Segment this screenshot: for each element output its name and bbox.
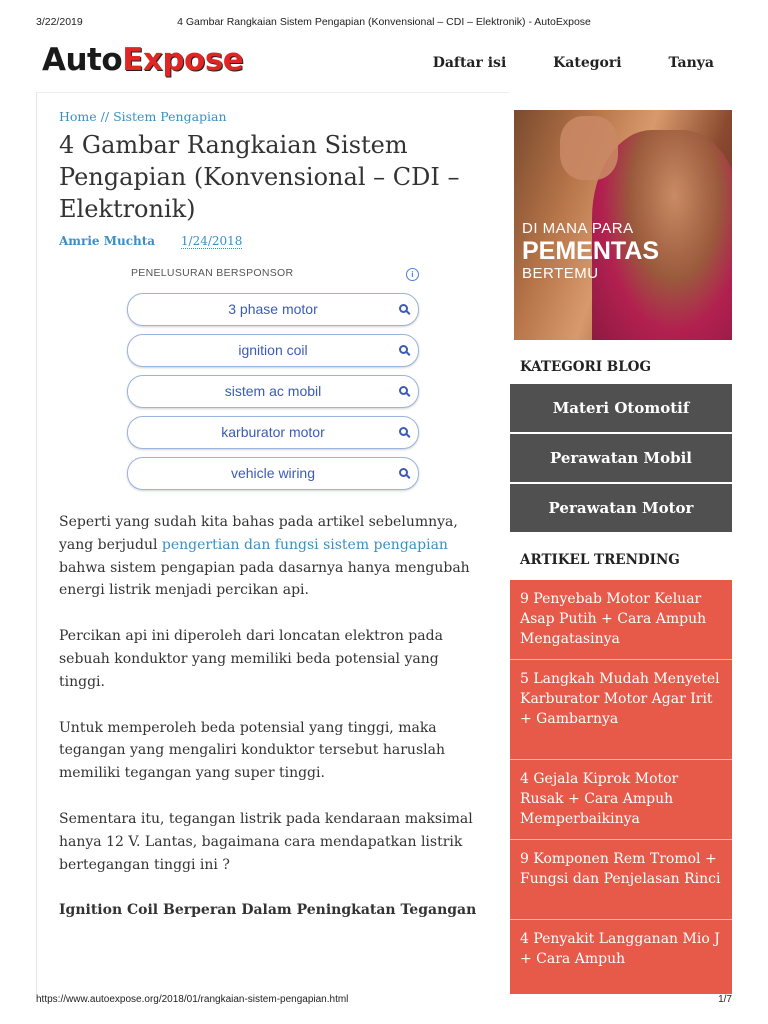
print-title: 4 Gambar Rangkaian Sistem Pengapian (Konvensional – CDI – Elektronik) - AutoExpose (177, 16, 591, 28)
trending-item[interactable]: 9 Penyebab Motor Keluar Asap Putih + Cara Ampuh Mengatasinya (510, 580, 732, 660)
print-footer (0, 994, 768, 1008)
sponsored-link[interactable]: karburator motor (127, 416, 419, 449)
nav-daftar-isi[interactable]: Daftar isi (432, 55, 507, 71)
paragraph: Percikan api ini diperoleh dari loncatan elektron pada sebuah konduktor yang memiliki beda potensial yang tinggi. (59, 628, 443, 690)
site-logo[interactable]: AutoExpose (42, 42, 244, 78)
breadcrumb: Home // Sistem Pengapian (59, 109, 227, 124)
search-icon (399, 468, 408, 477)
ad-banner[interactable]: DI MANA PARA PEMENTAS BERTEMU (514, 110, 732, 340)
paragraph: Untuk memperoleh beda potensial yang tinggi, maka tegangan yang mengaliri konduktor tersebut haruslah memiliki tegangan yang super tinggi. (59, 719, 445, 782)
trending-item[interactable]: 5 Langkah Mudah Menyetel Karburator Motor Agar Irit + Gambarnya (510, 660, 732, 760)
category-perawatan-mobil[interactable]: Perawatan Mobil (510, 434, 732, 482)
section-heading: Ignition Coil Berperan Dalam Peningkatan Tegangan (59, 902, 477, 919)
sponsored-heading: PENELUSURAN BERSPONSOR i (127, 267, 419, 285)
breadcrumb-category[interactable]: Sistem Pengapian (113, 109, 227, 124)
print-date: 3/22/2019 (36, 16, 83, 28)
sponsored-link[interactable]: 3 phase motor (127, 293, 419, 326)
nav-kategori[interactable]: Kategori (553, 55, 622, 71)
search-icon (399, 304, 408, 313)
main-nav (391, 55, 714, 71)
print-url: https://www.autoexpose.org/2018/01/rangkaian-sistem-pengapian.html (36, 994, 349, 1005)
trending-item[interactable]: 9 Komponen Rem Tromol + Fungsi dan Penjelasan Rinci (510, 840, 732, 920)
sponsored-link[interactable]: sistem ac mobil (127, 375, 419, 408)
sponsored-link[interactable]: vehicle wiring (127, 457, 419, 490)
paragraph: Sementara itu, tegangan listrik pada kendaraan maksimal hanya 12 V. Lantas, bagaimana cara mendapatkan listrik bertegangan tinggi ini ? (59, 810, 473, 873)
page-number: 1/7 (718, 994, 732, 1005)
paragraph: Seperti yang sudah kita bahas pada artikel sebelumnya, yang berjudul pengertian dan fungsi sistem pengapian bahwa sistem pengapian pada dasarnya hanya mengubah energi listrik menjadi percikan api. (59, 514, 470, 599)
sponsored-search (127, 267, 419, 490)
info-icon[interactable]: i (406, 268, 419, 281)
search-icon (399, 386, 408, 395)
sidebar (510, 92, 732, 994)
category-materi-otomotif[interactable]: Materi Otomotif (510, 384, 732, 432)
sponsored-link[interactable]: ignition coil (127, 334, 419, 367)
article-meta (59, 234, 242, 248)
search-icon (399, 427, 408, 436)
article-body (59, 511, 489, 922)
page-title: 4 Gambar Rangkaian Sistem Pengapian (Konvensional – CDI – Elektronik) (59, 131, 460, 223)
nav-tanya[interactable]: Tanya (668, 55, 714, 71)
article-main (36, 92, 509, 995)
post-date[interactable]: 1/24/2018 (180, 234, 243, 248)
breadcrumb-home[interactable]: Home (59, 109, 97, 124)
site-header (36, 36, 732, 92)
categories-heading: KATEGORI BLOG (520, 359, 651, 375)
trending-item[interactable]: 4 Penyakit Langganan Mio J + Cara Ampuh (510, 920, 732, 994)
trending-item[interactable]: 4 Gejala Kiprok Motor Rusak + Cara Ampuh Memperbaikinya (510, 760, 732, 840)
author-link[interactable]: Amrie Muchta (59, 234, 156, 248)
category-perawatan-motor[interactable]: Perawatan Motor (510, 484, 732, 532)
trending-heading: ARTIKEL TRENDING (520, 552, 680, 568)
inline-link[interactable]: pengertian dan fungsi sistem pengapian (161, 536, 448, 553)
search-icon (399, 345, 408, 354)
print-header (0, 16, 768, 30)
